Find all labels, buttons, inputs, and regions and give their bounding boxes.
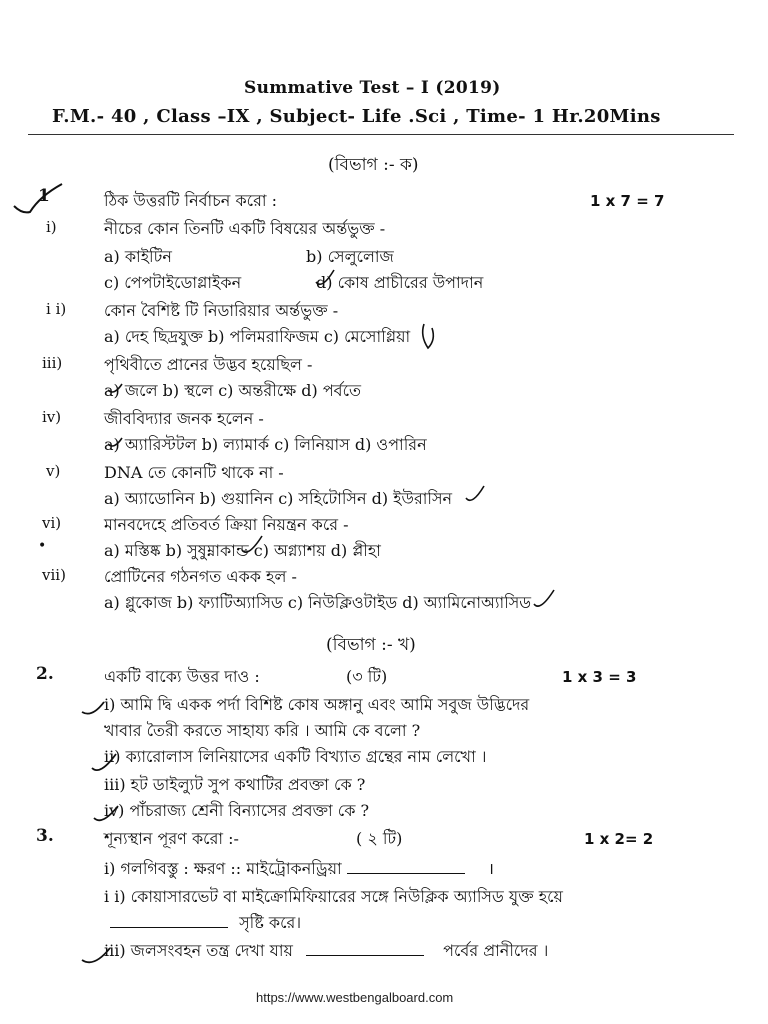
q1-option: c) পেপটাইডোগ্লাইকন: [104, 273, 242, 292]
q1-option: d) কোষ প্রাচীরের উপাদান: [316, 273, 484, 292]
q3-item-3-text: iii) জলসংবহন তন্ত্র দেখা যায়: [104, 941, 293, 960]
q1-options: a) অ্যারিস্টটল b) ল্যামার্ক c) লিনিয়াস d) ওপারিন: [104, 435, 427, 454]
q1-item-label: v): [46, 462, 61, 480]
q1-text: ঠিক উত্তরটি নির্বাচন করো :: [104, 191, 277, 210]
q2-number: 2.: [36, 664, 54, 684]
q3-item-1-end: ।: [487, 859, 494, 878]
q2-marks: 1 x 3 = 3: [562, 668, 637, 686]
q2-item: ii) ক্যারোলাস লিনিয়াসের একটি বিখ্যাত গ্রন্থের নাম লেখো ।: [104, 747, 487, 766]
q2-text: একটি বাক্যে উত্তর দাও :: [104, 667, 260, 686]
header-divider: [28, 134, 734, 135]
test-subtitle: F.M.- 40 , Class –IX , Subject- Life .Sci , Time- 1 Hr.20Mins: [52, 106, 661, 127]
q1-item-text: DNA তে কোনটি থাকে না -: [104, 463, 284, 482]
q1-item-text: নীচের কোন তিনটি একটি বিষয়ের অর্ন্তভুক্ত -: [104, 219, 386, 238]
q1-options: a) জলে b) স্থলে c) অন্তরীক্ষে d) পর্বতে: [104, 381, 362, 400]
section-a-heading: (বিভাগ :- ক): [328, 155, 419, 175]
q1-marks: 1 x 7 = 7: [590, 192, 665, 210]
answer-blank: [306, 941, 424, 956]
q1-item-label: iv): [42, 408, 62, 426]
q3-number: 3.: [36, 826, 54, 846]
q1-options: a) গ্লুকোজ b) ফ্যাটিঅ্যাসিড c) নিউক্লিওটাইড d) অ্যামিনোঅ্যাসিড: [104, 593, 532, 612]
q3-item-2: i i) কোয়াসারভেট বা মাইক্রোমিফিয়ারের সঙ্গে নিউক্লিক অ্যাসিড যুক্ত হয়ে: [104, 887, 563, 906]
q3-marks: 1 x 2= 2: [584, 830, 654, 848]
q2-item: iii) হট ডাইল্যুট সুপ কথাটির প্রবক্তা কে ?: [104, 775, 366, 794]
answer-circle-icon: [423, 324, 434, 348]
section-b-heading: (বিভাগ :- খ): [326, 635, 416, 655]
q1-item-text: প্রোটিনের গঠনগত একক হল -: [104, 567, 297, 586]
q1-option: a) কাইটিন: [104, 247, 172, 266]
footer-url[interactable]: https://www.westbengalboard.com: [256, 990, 454, 1005]
q3-item-1-text: i) গলগিবস্তু : ক্ষরণ :: মাইট্রোকনড্রিয়া: [104, 859, 342, 878]
q1-item-label: i i): [46, 300, 67, 318]
q1-item-label: iii): [42, 354, 63, 372]
q1-options: a) অ্যাডোনিন b) গুয়ানিন c) সহিটোসিন d) ইউরাসিন: [104, 489, 453, 508]
q2-item: খাবার তৈরী করতে সাহায্য করি । আমি কে বলো ?: [104, 721, 421, 740]
q2-item: iv) পাঁচরাজ্য শ্রেনী বিন্যাসের প্রবক্তা কে ?: [104, 801, 370, 820]
q1-item-label: vii): [42, 566, 66, 584]
q1-option: b) সেলুলোজ: [306, 247, 394, 266]
q1-item-label: i): [46, 218, 57, 236]
q3-item-2-end: সৃষ্টি করে।: [239, 913, 302, 932]
q2-count: (৩ টি): [346, 667, 388, 686]
bullet-dot: •: [38, 538, 47, 554]
q3-item-3-end: পর্বের প্রানীদের ।: [443, 941, 549, 960]
answer-blank: [110, 913, 228, 928]
q1-item-text: জীববিদ্যার জনক হলেন -: [104, 409, 264, 428]
check-mark-icon: [534, 590, 554, 606]
answer-blank: [347, 859, 465, 874]
check-mark-icon: [466, 486, 484, 500]
q3-text: শূন্যস্থান পূরণ করো :-: [104, 829, 239, 848]
q1-options: a) দেহ ছিদ্রযুক্ত b) পলিমরাফিজম c) মেসোগ্লিয়া: [104, 327, 411, 346]
q3-item-1: [104, 856, 494, 883]
q1-item-label: vi): [42, 514, 62, 532]
q3-item-2-cont: [110, 910, 301, 937]
q1-item-text: কোন বৈশিষ্ট টি নিডারিয়ার অর্ন্তভুক্ত -: [104, 301, 339, 320]
q1-options: a) মস্তিষ্ক b) সুষুম্নাকান্ড c) অগ্ন্যাশয় d) প্লীহা: [104, 541, 381, 560]
q1-item-text: পৃথিবীতে প্রানের উদ্ভব হয়েছিল -: [104, 355, 313, 374]
q1-item-text: মানবদেহে প্রতিবর্ত ক্রিয়া নিয়ন্ত্রন করে -: [104, 515, 349, 534]
q1-number: 1: [38, 186, 50, 206]
test-title: Summative Test – I (2019): [244, 78, 501, 98]
check-mark-icon: [82, 702, 104, 714]
q2-item: i) আমি দ্বি একক পর্দা বিশিষ্ট কোষ অঙ্গানু এবং আমি সবুজ উদ্ভিদের: [104, 695, 530, 714]
q3-count: ( ২ টি): [356, 829, 403, 848]
q3-item-3: [104, 938, 548, 965]
